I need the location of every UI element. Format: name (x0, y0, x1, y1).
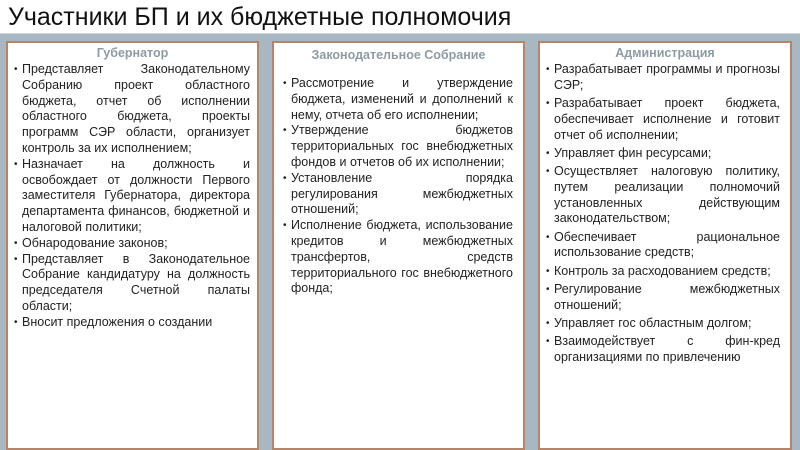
column-legislative-assembly (272, 41, 525, 450)
list-item (283, 123, 513, 170)
list-item-text: Назначает на должность и освобождает от должности Первого заместителя Губернатора, директора департамента финансов, бюджетной и налоговой политики; (22, 156, 250, 234)
list-item (546, 230, 780, 262)
bullet-icon: • (546, 64, 550, 75)
list-item (546, 164, 780, 227)
slide-title: Участники БП и их бюджетные полномочия (8, 3, 512, 31)
list-item (283, 171, 513, 218)
bullet-icon: • (546, 317, 550, 329)
list-item-text: Утверждение бюджетов территориальных гос внебюджетных фондов и отчетов об их исполнении; (291, 123, 513, 169)
list-item (283, 76, 513, 123)
list-item (546, 146, 780, 162)
list-item (14, 236, 250, 252)
bullet-icon: • (546, 231, 550, 243)
bullet-icon: • (546, 147, 550, 159)
list-item (546, 316, 780, 332)
list-item-text: Обнародование законов; (22, 235, 168, 250)
bullet-icon: • (283, 172, 287, 184)
list-item (14, 157, 250, 236)
bullet-icon: • (283, 78, 287, 89)
list-item-text: Представляет Законодательному Собранию проект областного бюджета, отчет об исполнении областного бюджета, проекты программ СЭР области, организует контроль за их исполнением; (22, 62, 250, 155)
title-bar (0, 0, 800, 34)
list-item-text: Осуществляет налоговую политику, путем реализации полномочий установленных действующим законодательством; (554, 163, 780, 226)
column-administration (538, 41, 792, 450)
list-item-text: Исполнение бюджета, использование кредитов и межбюджетных трансфертов, средств территориального гос внебюджетного фонда; (291, 218, 513, 296)
list-item (546, 96, 780, 143)
bullet-icon: • (546, 97, 550, 109)
bullet-icon: • (283, 125, 287, 137)
list-item-text: Разрабатывает программы и прогнозы СЭР; (554, 62, 780, 92)
list-item (546, 334, 780, 366)
list-item (14, 252, 250, 315)
column-header-governor: Губернатор (96, 46, 169, 60)
list-item-text: Рассмотрение и утверждение бюджета, изменений и дополнений к нему, отчета об его исполнении; (291, 76, 513, 122)
list-item-text: Управляет гос областным долгом; (554, 315, 752, 330)
bullet-icon: • (14, 316, 18, 328)
list-item-text: Взаимодействует с фин-кред организациями по привлечению (554, 333, 780, 364)
bullet-icon: • (546, 335, 550, 347)
column-body-governor (8, 62, 257, 331)
bullet-icon: • (14, 237, 18, 249)
bullet-icon: • (283, 220, 287, 232)
list-item (14, 315, 250, 331)
list-item-text: Управляет фин ресурсами; (554, 145, 712, 160)
list-item-text: Регулирование межбюджетных отношений; (554, 281, 780, 312)
bullet-icon: • (14, 253, 18, 265)
list-item-text: Контроль за расходованием средств; (554, 263, 771, 278)
bullet-icon: • (14, 64, 18, 75)
list-item (546, 282, 780, 314)
bullet-icon: • (546, 165, 550, 177)
list-item-text: Установление порядка регулирования межбюджетных отношений; (291, 170, 513, 217)
column-governor (6, 41, 259, 450)
list-item (14, 62, 250, 157)
list-item-text: Обеспечивает рациональное использование средств; (554, 229, 780, 260)
bullet-icon: • (546, 283, 550, 295)
list-item (546, 62, 780, 94)
bullet-icon: • (546, 265, 550, 277)
list-item (546, 264, 780, 280)
column-header-administration: Администрация (615, 46, 715, 60)
list-item-text: Вносит предложения о создании (22, 314, 213, 329)
bullet-icon: • (14, 158, 18, 170)
list-item-text: Разрабатывает проект бюджета, обеспечивает исполнение и готовит отчет об исполнении; (554, 95, 780, 142)
column-body-administration (540, 62, 790, 365)
column-body-legislative-assembly (274, 64, 523, 297)
list-item (283, 218, 513, 297)
column-header-legislative-assembly: Законодательное Собрание (311, 48, 486, 62)
list-item-text: Представляет в Законодательное Собрание кандидатуру на должность председателя Счетной палаты области; (22, 251, 250, 313)
